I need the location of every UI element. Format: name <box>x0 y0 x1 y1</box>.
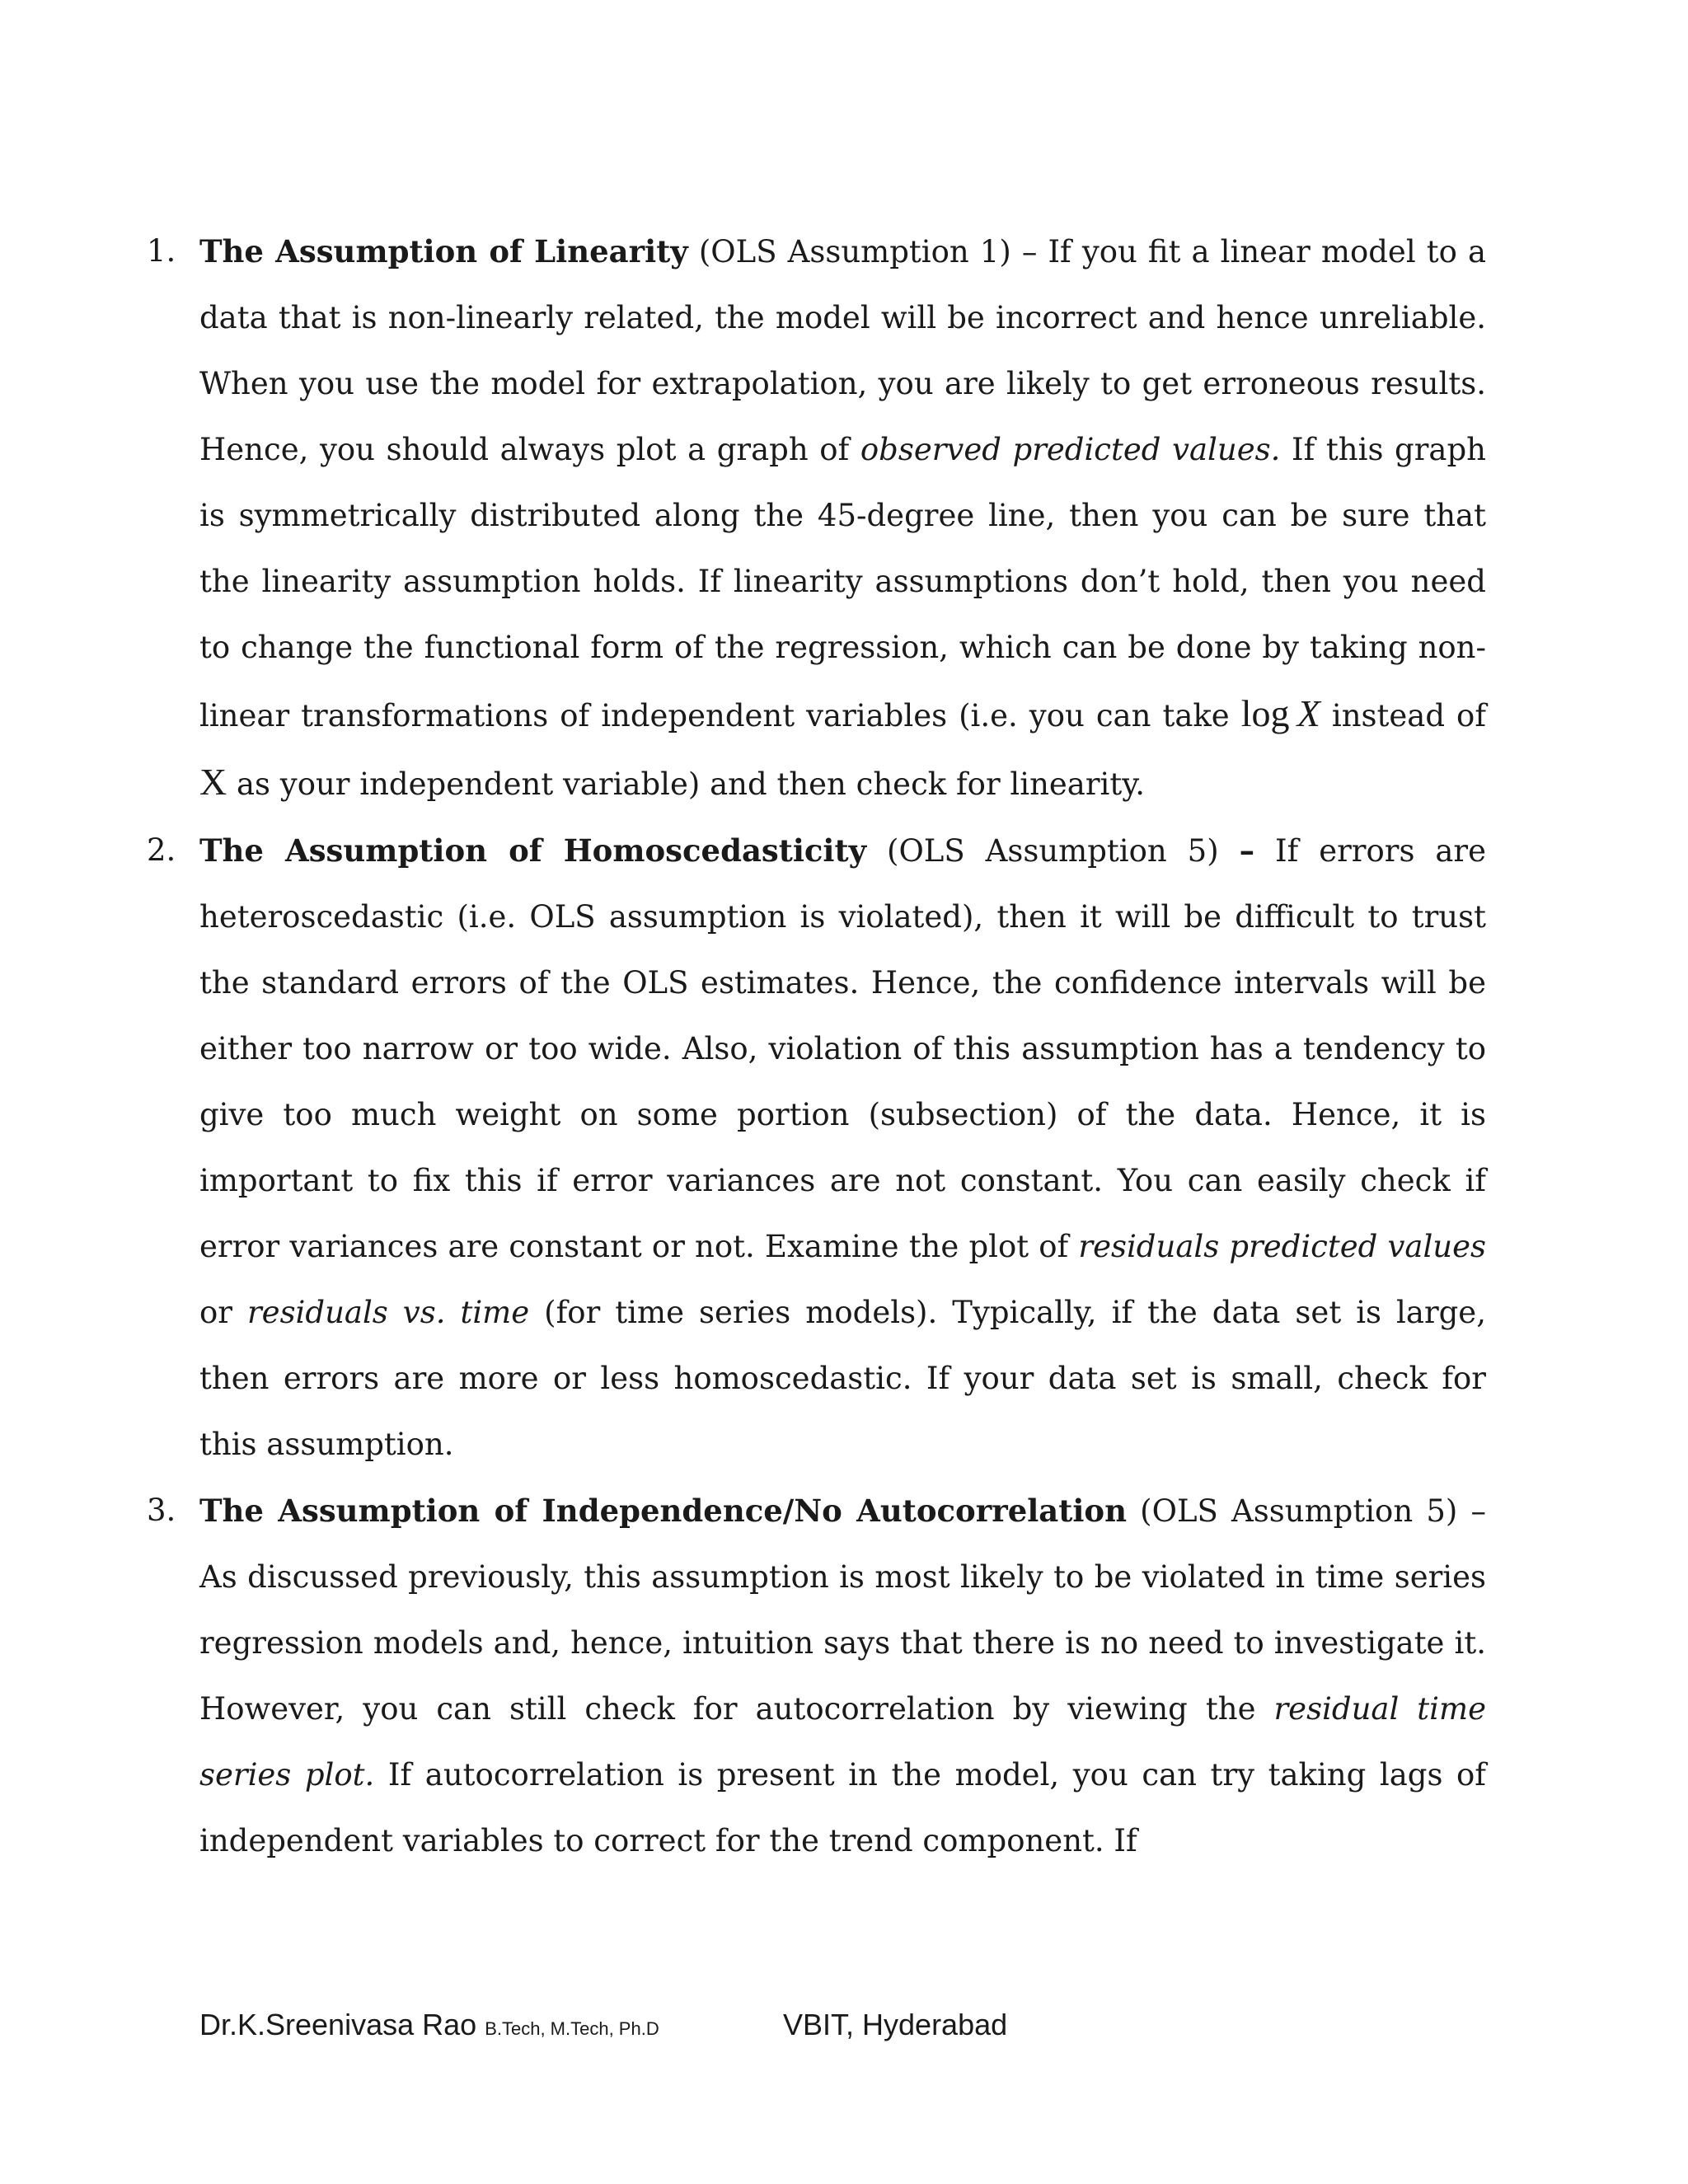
item-text: as your independent variable) and then check for linearity. <box>227 766 1145 802</box>
item-text: As discussed previously, this assumption is most likely to be violated in time series regression models and, hence, intuition says that there is no need to investigate it. However, you can still check for autocorrelation by viewing the <box>199 1559 1486 1727</box>
math-expression <box>1241 692 1320 734</box>
item-number: 3. <box>147 1493 176 1528</box>
author-name: Dr.K.Sreenivasa Rao <box>199 2008 477 2041</box>
author-degrees: B.Tech, M.Tech, Ph.D <box>485 2018 659 2039</box>
item-paragraph <box>199 218 1486 818</box>
item-paragraph <box>199 1478 1486 1874</box>
item-italic-text: residual time series plot. <box>199 1691 1486 1793</box>
item-dash: – <box>1239 832 1255 869</box>
item-text: If this graph is symmetrically distributed along the 45-degree line, then you can be sure that the linearity assumption holds. If linearity assumptions don’t hold, then you need to change the functional form of the regression, which can be done by taking non-linear transformations of independent variables (i.e. you can take <box>199 432 1486 733</box>
list-item-homoscedasticity <box>147 818 1486 1478</box>
item-number: 1. <box>147 233 176 269</box>
list-item-independence <box>147 1478 1486 1874</box>
footer-author <box>199 2008 659 2042</box>
item-text: instead of <box>1320 698 1487 733</box>
item-paragraph <box>199 818 1486 1478</box>
item-reference: (OLS Assumption 1) – <box>687 234 1048 269</box>
item-title: The Assumption of Linearity <box>199 233 688 269</box>
footer-institution: VBIT, Hyderabad <box>783 2008 1008 2041</box>
math-variable: X <box>1296 692 1320 734</box>
item-text: (for time series models). Typically, if the data set is large, then errors are more or less homoscedastic. If your data set is small, check for this assumption. <box>199 1295 1486 1462</box>
item-italic-text: observed predicted values. <box>860 432 1281 467</box>
math-log: log <box>1240 692 1290 734</box>
item-text: or <box>199 1295 247 1330</box>
item-text: If autocorrelation is present in the model, you can try taking lags of independent variables to correct for the trend component. If <box>199 1757 1486 1858</box>
item-italic-text: residuals predicted values <box>1078 1229 1486 1264</box>
item-italic-text: residuals vs. time <box>246 1295 530 1330</box>
item-reference: (OLS Assumption 5) <box>866 833 1240 869</box>
item-title: The Assumption of Independence/No Autocorrelation <box>199 1493 1127 1529</box>
item-text: If errors are heteroscedastic (i.e. OLS assumption is violated), then it will be difficult to trust the standard errors of the OLS estimates. Hence, the confidence intervals will be either too narrow or too wide. Also, violation of this assumption has a tendency to give too much weight on some portion (subsection) of the data. Hence, it is important to fix this if error variances are not constant. You can easily check if error variances are constant or not. Examine the plot of <box>199 833 1487 1264</box>
math-x: X <box>199 761 227 803</box>
assumption-list <box>147 218 1486 1874</box>
list-item-linearity <box>147 218 1486 818</box>
item-number: 2. <box>147 832 176 868</box>
item-title: The Assumption of Homoscedasticity <box>199 832 867 869</box>
item-reference: (OLS Assumption 5) – <box>1127 1493 1486 1529</box>
item-text: If you fit a linear model to a data that is non-linearly related, the model will be incorrect and hence unreliable. When you use the model for extrapolation, you are likely to get erroneous results. Hence, you should always plot a graph of <box>199 234 1486 467</box>
